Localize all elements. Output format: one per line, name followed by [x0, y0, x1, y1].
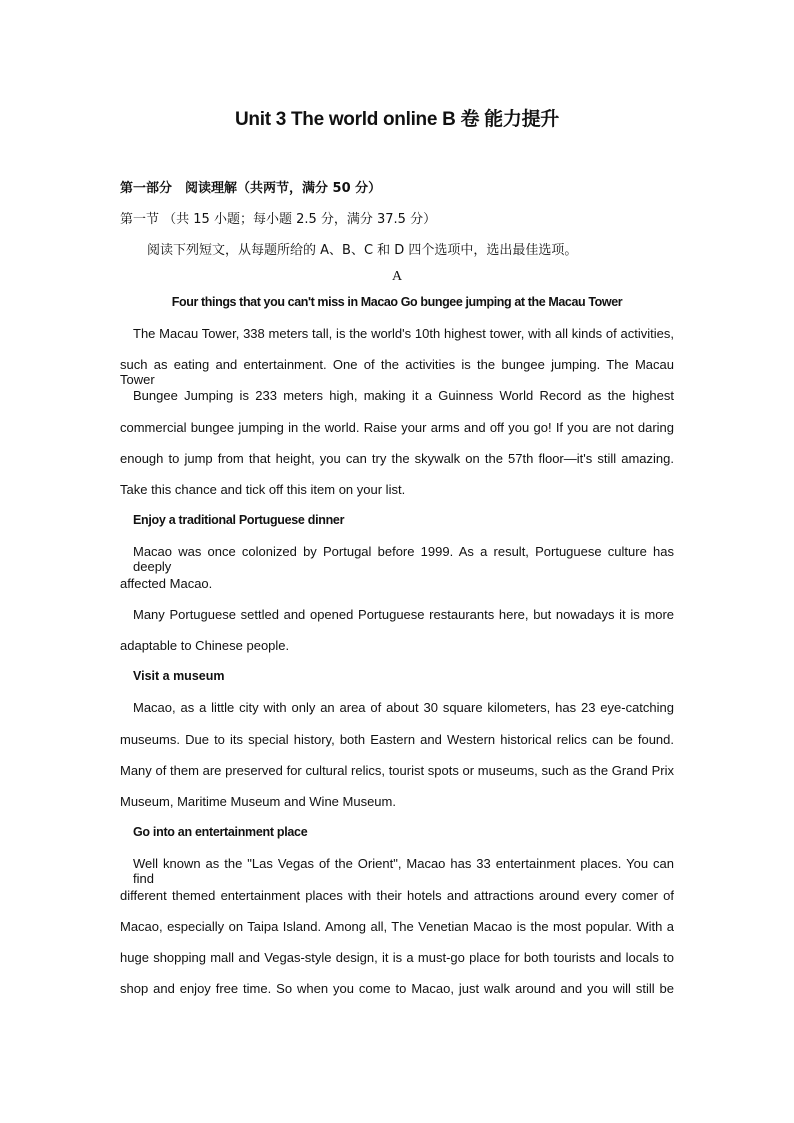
- paragraph-line: Bungee Jumping is 233 meters high, making it a Guinness World Record as the highest: [133, 388, 674, 403]
- paragraph-line: commercial bungee jumping in the world. Raise your arms and off you go! If you are not daring: [120, 420, 674, 435]
- passage-title: Four things that you can't miss in Macao Go bungee jumping at the Macau Tower: [171, 295, 623, 309]
- paragraph-line: Many Portuguese settled and opened Portuguese restaurants here, but nowadays it is more: [133, 607, 674, 622]
- paragraph-line: Macao, especially on Taipa Island. Among all, The Venetian Macao is the most popular. With a: [120, 919, 674, 934]
- section-heading: 第一节 （共 15 小题；每小题 2.5 分，满分 37.5 分）: [120, 212, 437, 227]
- page-title: Unit 3 The world online B 卷 能力提升: [235, 109, 559, 130]
- instruction-text: 阅读下列短文，从每题所给的 A、B、C 和 D 四个选项中，选出最佳选项。: [147, 243, 578, 258]
- paragraph-line: adaptable to Chinese people.: [120, 638, 290, 653]
- paragraph-line: museums. Due to its special history, both Eastern and Western historical relics can be found.: [120, 732, 674, 747]
- paragraph-line: Many of them are preserved for cultural relics, tourist spots or museums, such as the Grand Prix: [120, 763, 674, 778]
- paragraph-line: Macao, as a little city with only an area of about 30 square kilometers, has 23 eye-catching: [133, 700, 674, 715]
- subheading-museum: Visit a museum: [133, 669, 225, 683]
- paragraph-line: huge shopping mall and Vegas-style design, it is a must-go place for both tourists and locals to: [120, 950, 674, 965]
- paragraph-line: affected Macao.: [120, 576, 213, 591]
- paragraph-line: enough to jump from that height, you can try the skywalk on the 57th floor—it's still amazing.: [120, 451, 674, 466]
- paragraph-line: shop and enjoy free time. So when you come to Macao, just walk around and you will still be: [120, 981, 674, 996]
- paragraph-line: different themed entertainment places with their hotels and attractions around every comer of: [120, 888, 674, 903]
- paragraph-line: such as eating and entertainment. One of the activities is the bungee jumping. The Macau Tower: [120, 357, 674, 387]
- paragraph-line: Museum, Maritime Museum and Wine Museum.: [120, 794, 396, 809]
- paragraph-line: Well known as the "Las Vegas of the Orient", Macao has 33 entertainment places. You can find: [133, 856, 674, 886]
- paragraph-line: The Macau Tower, 338 meters tall, is the world's 10th highest tower, with all kinds of activities,: [133, 326, 674, 341]
- subheading-entertainment: Go into an entertainment place: [133, 825, 308, 839]
- subheading-portuguese-dinner: Enjoy a traditional Portuguese dinner: [133, 513, 345, 527]
- passage-label: A: [391, 269, 403, 284]
- paragraph-line: Take this chance and tick off this item on your list.: [120, 482, 406, 497]
- paragraph-line: Macao was once colonized by Portugal before 1999. As a result, Portuguese culture has deeply: [133, 544, 674, 574]
- part-heading: 第一部分 阅读理解（共两节，满分 50 分）: [120, 181, 382, 196]
